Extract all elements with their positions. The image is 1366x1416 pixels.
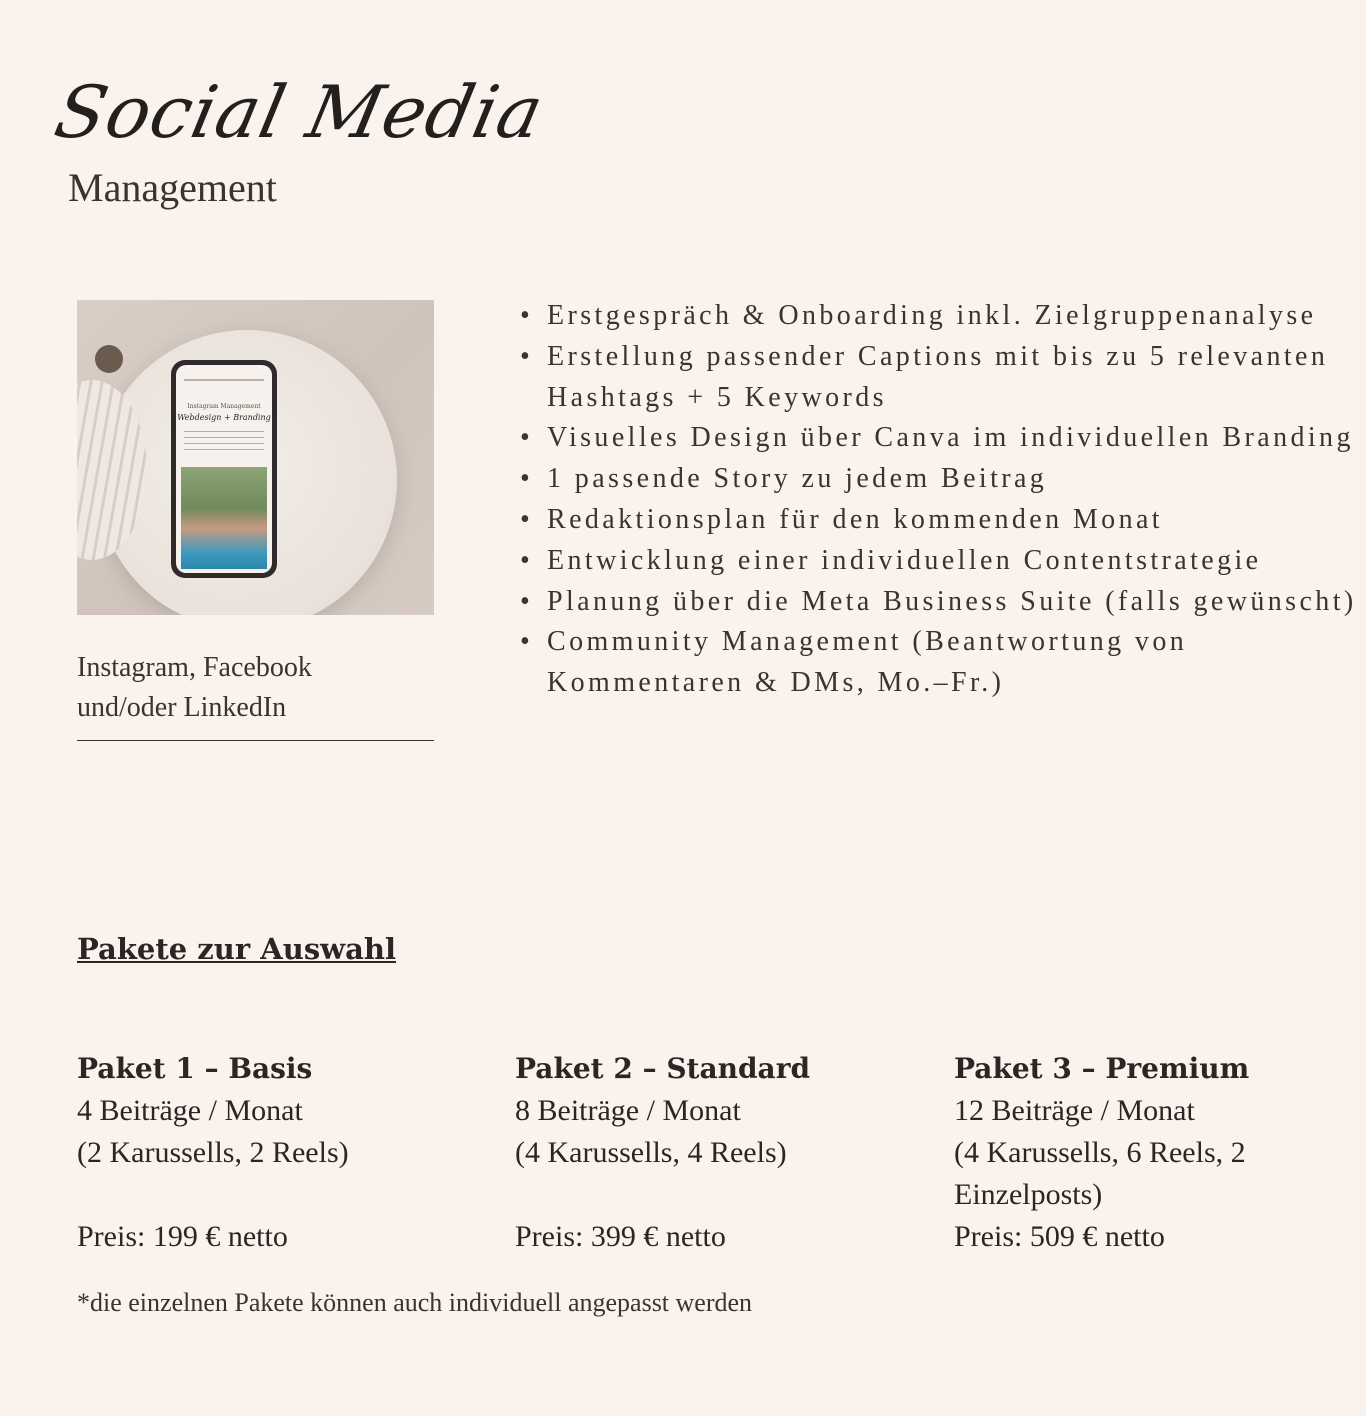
screen-photo [181,467,267,569]
screen-logo-line [184,379,264,381]
screen-script: Webdesign + Branding [177,413,271,422]
phone-screen [176,365,272,573]
package-detail: (2 Karussells, 2 Reels) [77,1136,349,1169]
feature-item: • Redaktionsplan für den kommenden Monat [520,500,1360,541]
package-price: Preis: 509 € netto [954,1220,1165,1253]
feature-item: • Visuelles Design über Canva im individuellen Branding [520,418,1360,459]
package-name: Paket 2 – Standard [515,1052,811,1085]
package-price: Preis: 399 € netto [515,1220,726,1253]
package-name: Paket 3 – Premium [954,1052,1250,1085]
packages-footnote: *die einzelnen Pakete können auch individuell angepasst werden [77,1288,753,1317]
package-standard [515,1048,915,1258]
platforms-line-1: Instagram, Facebook [77,652,312,683]
packages-heading: Pakete zur Auswahl [77,932,396,966]
feature-item: • Entwicklung einer individuellen Contentstrategie [520,541,1360,582]
phone-device [171,360,277,578]
screen-text-line [184,437,264,438]
phone-mockup-image [77,300,434,615]
page-subtitle: Management [68,165,277,210]
screen-text-line [184,431,264,432]
feature-list [520,296,1360,704]
feature-item: • 1 passende Story zu jedem Beitrag [520,459,1360,500]
screen-text-line [184,449,264,450]
shell-center [95,345,123,373]
package-basis [77,1048,477,1258]
package-detail: (4 Karussells, 4 Reels) [515,1136,787,1169]
package-posts: 8 Beiträge / Monat [515,1094,741,1127]
package-detail: (4 Karussells, 6 Reels, 2 Einzelposts) [954,1136,1246,1211]
feature-item: • Planung über die Meta Business Suite (falls gewünscht) [520,582,1360,623]
package-premium [954,1048,1314,1258]
screen-text-line [184,443,264,444]
feature-item: • Erstgespräch & Onboarding inkl. Zielgruppenanalyse [520,296,1360,337]
feature-item: • Erstellung passender Captions mit bis zu 5 relevanten Hashtags + 5 Keywords [520,337,1360,419]
package-name: Paket 1 – Basis [77,1052,313,1085]
platforms-line-2: und/oder LinkedIn [77,692,287,723]
package-price: Preis: 199 € netto [77,1220,288,1253]
package-posts: 4 Beiträge / Monat [77,1094,303,1127]
package-posts: 12 Beiträge / Monat [954,1094,1195,1127]
screen-title: Instagram Management [187,403,261,410]
platforms-caption [77,648,434,741]
page-title-script: Social Media [48,70,552,154]
feature-item: • Community Management (Beantwortung von Kommentaren & DMs, Mo.–Fr.) [520,622,1360,704]
